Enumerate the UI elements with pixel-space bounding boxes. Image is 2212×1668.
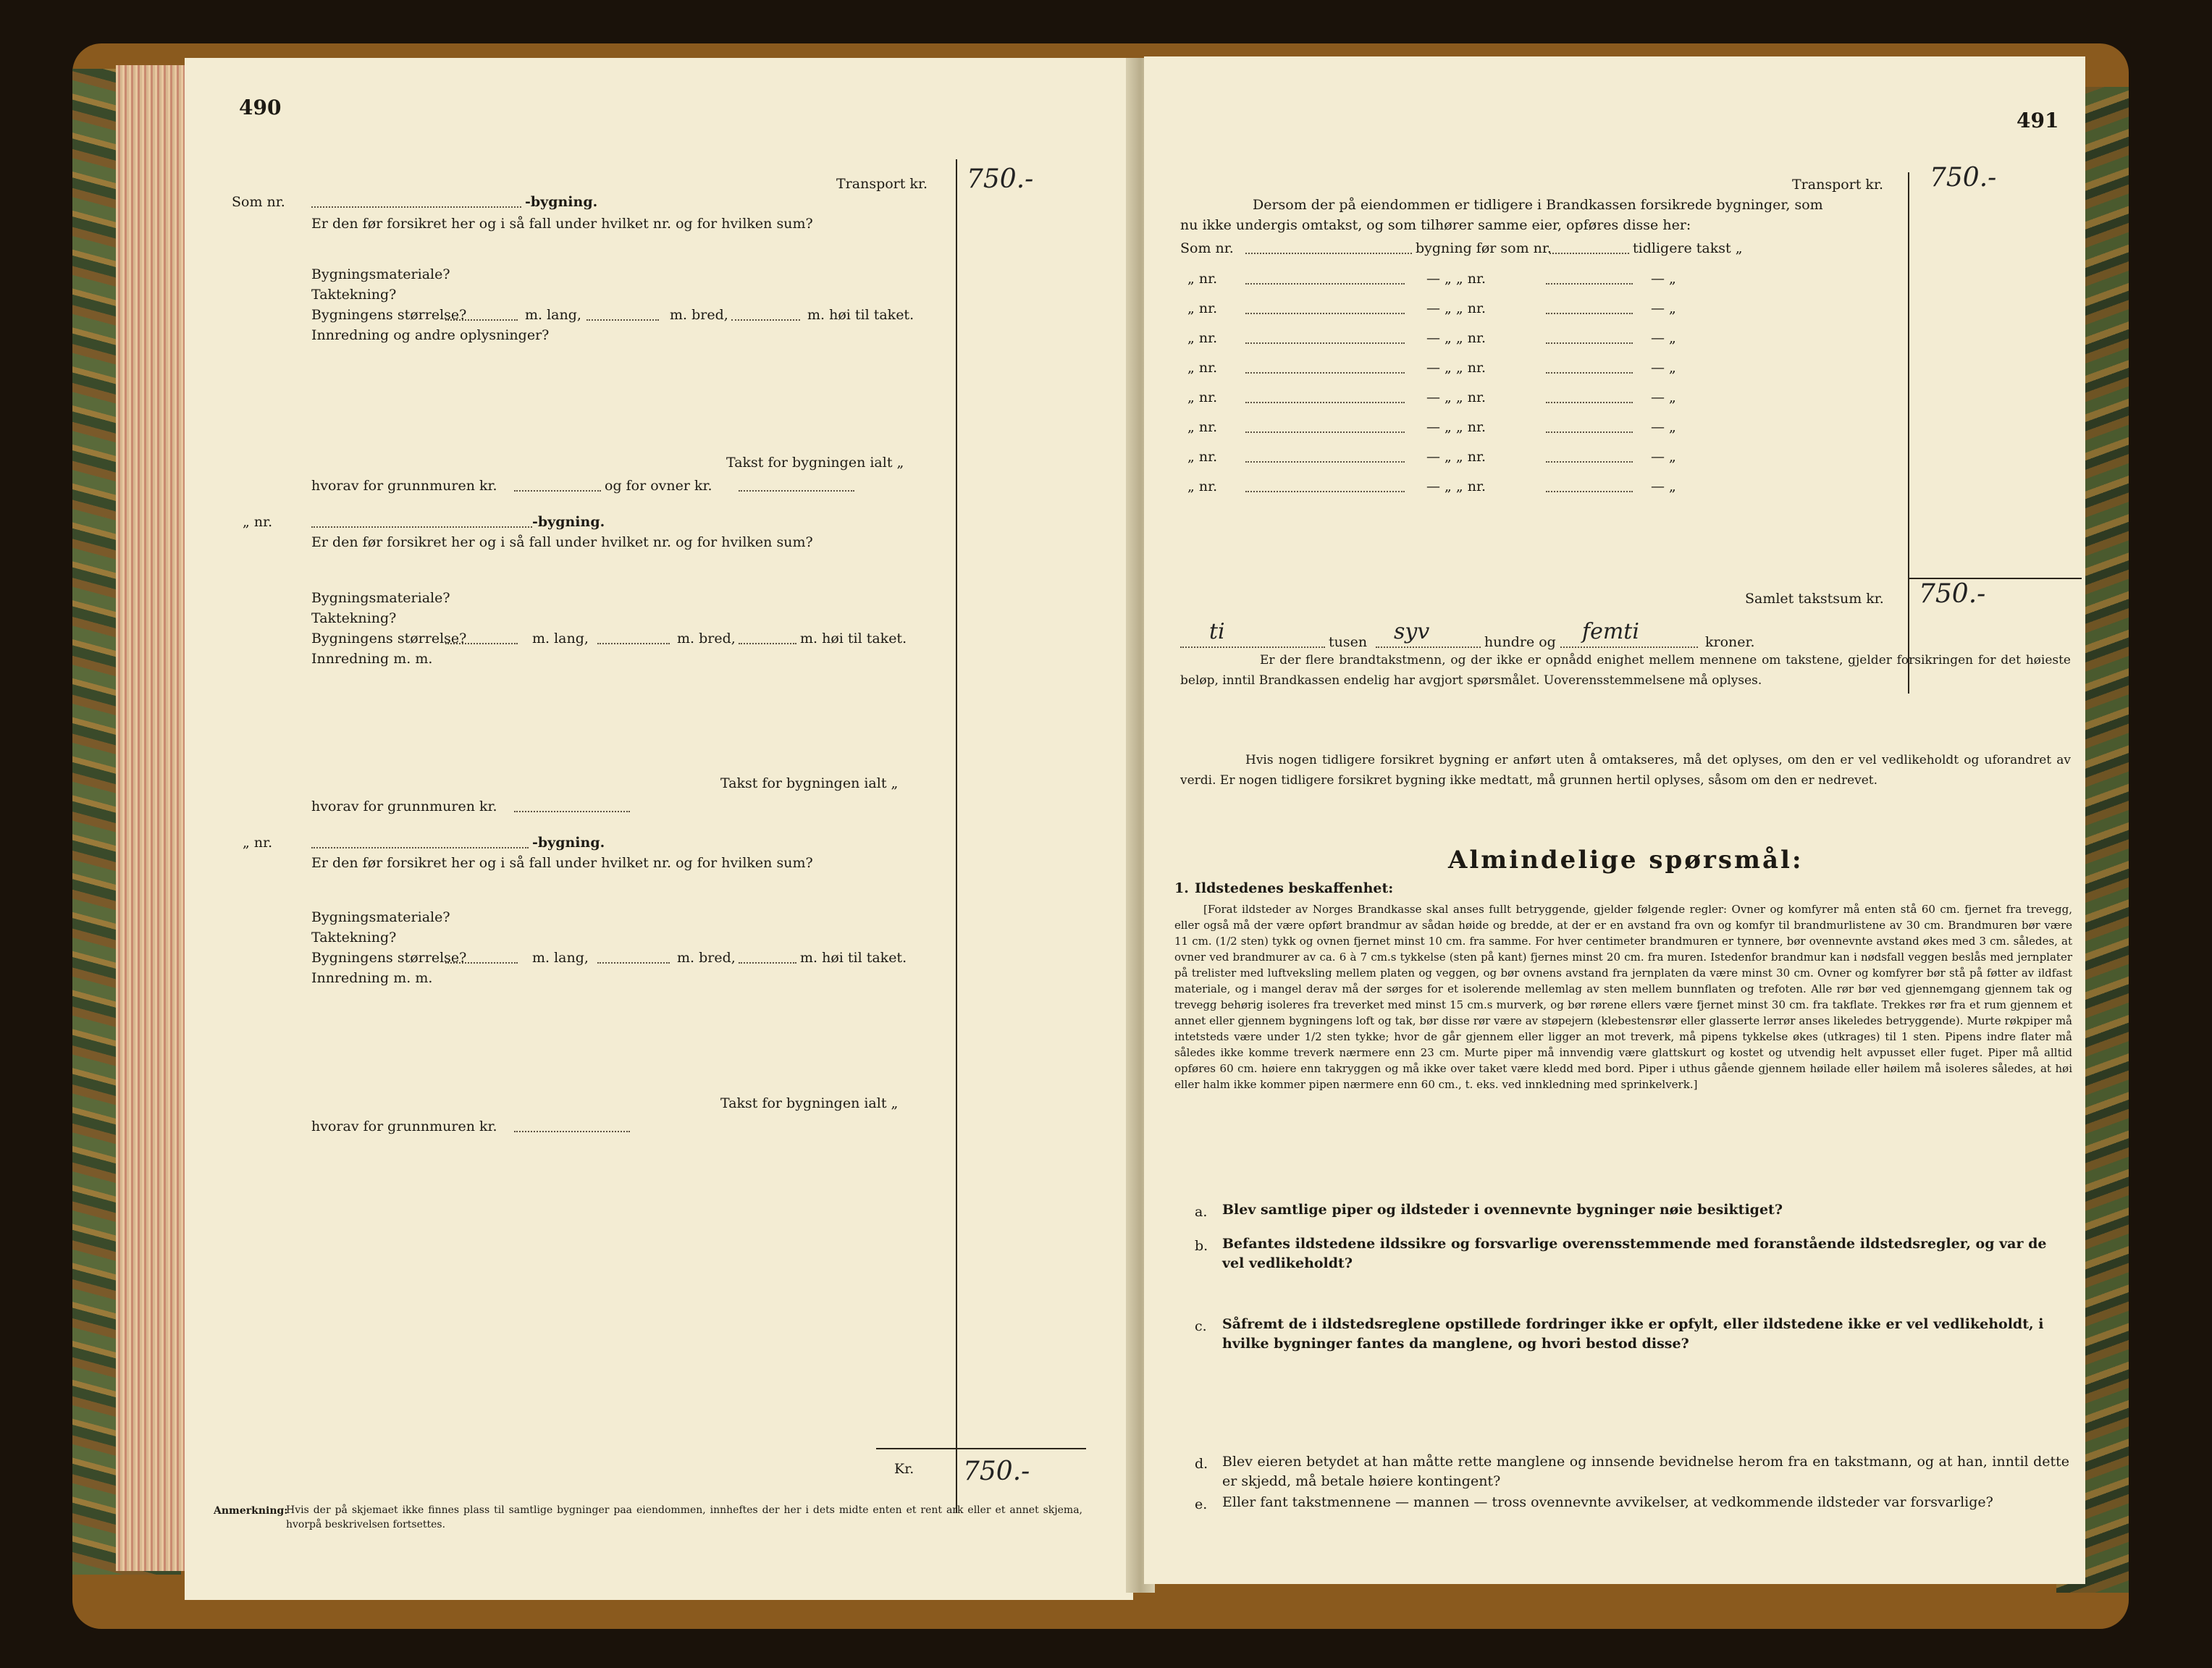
handwritten-hundre: syv [1394,619,1430,644]
blank-line [311,206,521,208]
bygning-for-label: bygning før som nr. [1416,240,1552,256]
blank-line [597,643,670,644]
m-lang-label: m. lang, [532,950,589,966]
section-title: Ildstedenes beskaffenhet: [1195,880,1394,896]
taktekning-label: Taktekning? [311,287,397,303]
right-page [1144,56,2085,1584]
intro-line-1: Dersom der på eiendommen er tidligere i Brandkassen forsikrede bygninger, som [1253,197,1823,213]
row-mid: — „ „ nr. [1426,449,1486,465]
som-nr-label: Som nr. [232,194,285,210]
blank-line [1245,402,1405,403]
question-d: Blev eieren betydet at han måtte rette manglene og innsende bevidnelse herom fra en takstmann, og at han, inntil dette er skjedd, må betale høiere kontingent? [1222,1454,2069,1489]
handwritten-kroner: femti [1582,619,1639,644]
hvorav-label: hvorav for grunnmuren kr. [311,1119,497,1134]
section-heading: Almindelige spørsmål: [1448,846,1804,875]
innredning-label: Innredning m. m. [311,651,433,667]
blank-line [1180,646,1325,648]
blank-line [1546,283,1633,285]
blank-line [445,643,518,644]
row-nr: „ nr. [1187,300,1218,316]
transport-value: 750.- [1930,163,1997,193]
blank-line [445,962,518,964]
bygning-label: -bygning. [532,835,605,851]
blank-line [1376,646,1481,648]
bygning-label: -bygning. [532,514,605,530]
blank-line [311,847,529,848]
row-nr: „ nr. [1187,360,1218,376]
intro-line-2: nu ikke undergis omtakst, og som tilhører samme eier, opføres disse her: [1180,217,1691,233]
blank-line [514,490,601,492]
row-tail: — „ [1651,271,1676,287]
hvorav-label: hvorav for grunnmuren kr. [311,799,497,814]
blank-line [514,1131,630,1132]
row-nr: „ nr. [1187,419,1218,435]
blank-line [1245,491,1405,492]
question-letter: a. [1195,1204,1208,1220]
blank-line [1245,342,1405,344]
og-for-ovner-label: og for ovner kr. [605,478,712,494]
blank-line [597,962,670,964]
question-b: Befantes ildstedene ildssikre og forsvarlige overensstemmende med foranstående ildstedsregler, og var de vel vedlikeholdt? [1222,1236,2047,1271]
kr-label: Kr. [894,1461,914,1477]
m-bred-label: m. bred, [677,631,736,646]
taktekning-label: Taktekning? [311,610,397,626]
blank-line [311,526,532,528]
row-nr: „ nr. [1187,330,1218,346]
storrelse-label: Bygningens størrelse? [311,307,467,323]
blank-line [1546,342,1633,344]
row-tail: — „ [1651,449,1676,465]
m-hoi-label: m. høi til taket. [800,631,907,646]
m-lang-label: m. lang, [525,307,581,323]
blank-line [1546,431,1633,433]
row-nr: „ nr. [1187,389,1218,405]
question-letter: b. [1195,1238,1208,1254]
blank-line [1546,461,1633,463]
forsikret-question: Er den før forsikret her og i så fall under hvilket nr. og for hvilken sum? [311,534,813,550]
ditto-nr-label: „ nr. [243,835,273,851]
hundre-label: hundre og [1484,634,1556,650]
innredning-label: Innredning og andre oplysninger? [311,327,550,343]
forsikret-question: Er den før forsikret her og i så fall under hvilket nr. og for hvilken sum? [311,855,813,871]
row-tail: — „ [1651,419,1676,435]
m-bred-label: m. bred, [677,950,736,966]
total-value: 750.- [963,1457,1030,1486]
amount-column-line [1908,172,1909,694]
blank-line [586,319,659,321]
blank-line [514,811,630,812]
row-tail: — „ [1651,389,1676,405]
row-nr: „ nr. [1187,449,1218,465]
row-tail: — „ [1651,330,1676,346]
row-mid: — „ „ nr. [1426,330,1486,346]
samlet-value: 750.- [1919,579,1986,609]
blank-line [1560,646,1698,648]
storrelse-label: Bygningens størrelse? [311,950,467,966]
blank-line [1245,253,1412,254]
question-letter: c. [1195,1318,1207,1334]
blank-line [1245,431,1405,433]
question-e: Eller fant takstmennene — mannen — tross ovennevnte avvikelser, at vedkommende ildsteder var forsvarlige? [1222,1494,1993,1510]
question-c: Såfremt de i ildstedsreglene opstillede fordringer ikke er opfylt, eller ildstedene ikke er vel vedlikeholdt, i hvilke bygninger fantes da manglene, og hvori bestod disse? [1222,1316,2044,1352]
innredning-label: Innredning m. m. [311,970,433,986]
m-lang-label: m. lang, [532,631,589,646]
amount-column-line [956,159,957,1513]
row-mid: — „ „ nr. [1426,360,1486,376]
total-line [876,1448,1086,1449]
question-letter: e. [1195,1496,1208,1512]
kroner-label: kroner. [1705,634,1755,650]
takst-ialt-label: Takst for bygningen ialt „ [720,775,899,791]
blank-line [1245,313,1405,314]
taktekning-label: Taktekning? [311,930,397,945]
anmerkning-text: Hvis der på skjemaet ikke finnes plass til samtlige bygninger paa eiendommen, innheftes der her i dets midte enten et rent ark eller et annet skjema, hvorpå beskrivelsen fortsettes. [286,1504,1082,1530]
ditto-nr-label: „ nr. [243,514,273,530]
page-number: 491 [2017,109,2059,132]
takst-ialt-label: Takst for bygningen ialt „ [726,455,904,471]
blank-line [731,319,800,321]
left-page [185,58,1133,1600]
blank-line [1546,313,1633,314]
row-mid: — „ „ nr. [1426,419,1486,435]
page-number: 490 [239,96,282,119]
hvis-nogen-text: Hvis nogen tidligere forsikret bygning er anført uten å omtakseres, må det oplyses, om den er vel vedlikeholdt og uforandret av verdi. Er nogen tidligere forsikret bygning ikke medtatt, må grunnen hertil oplyses, såsom om den er nedrevet. [1180,753,2071,788]
question-a: Blev samtlige piper og ildsteder i ovennevnte bygninger nøie besiktiget? [1222,1202,1783,1218]
page-edges [116,65,192,1571]
blank-line [739,490,854,492]
blank-line [1546,402,1633,403]
row-mid: — „ „ nr. [1426,389,1486,405]
row-mid: — „ „ nr. [1426,479,1486,494]
bygning-label: -bygning. [525,194,598,210]
blank-line [1245,283,1405,285]
blank-line [1245,461,1405,463]
handwritten-tusen: ti [1209,619,1225,644]
flere-takstmenn-text: Er der flere brandtakstmenn, og der ikke er opnådd enighet mellem mennene om takstene, gjelder forsikringen for det høieste beløp, inntil Brandkassen endelig har avgjort spørsmålet. Uoverensstemmelsene må oplyses. [1180,653,2071,688]
row-tail: — „ [1651,300,1676,316]
row-nr: „ nr. [1187,271,1218,287]
som-nr-label: Som nr. [1180,240,1234,256]
section-number: 1. [1174,880,1189,896]
tidligere-takst-label: tidligere takst „ [1633,240,1743,256]
storrelse-label: Bygningens størrelse? [311,631,467,646]
blank-line [1546,372,1633,374]
tusen-label: tusen [1329,634,1368,650]
m-hoi-label: m. høi til taket. [807,307,914,323]
question-letter: d. [1195,1456,1208,1472]
hvorav-label: hvorav for grunnmuren kr. [311,478,497,494]
blank-line [1546,491,1633,492]
transport-value: 750.- [967,164,1034,194]
row-tail: — „ [1651,479,1676,494]
row-mid: — „ „ nr. [1426,300,1486,316]
bygningsmateriale-label: Bygningsmateriale? [311,590,450,606]
forsikret-question: Er den før forsikret her og i så fall under hvilket nr. og for hvilken sum? [311,216,813,232]
ildsted-rules: [Forat ildsteder av Norges Brandkasse skal anses fullt betryggende, gjelder følgende regler: Ovner og komfyrer må enten stå 60 cm. fjernet fra trevegg, eller også må der være opført brandmur av sådan høide og bredde, at der er en avstand fra ovn og komfyr til brandmurlistene av 30 cm. Brandmuren bør være 11 cm. (1/2 sten) tykk og ovnen fjernet minst 10 cm. fra samme. For hver centimeter brandmuren er tynnere, bør ovennevnte avstand økes med 3 cm. således, at ovner ved brandmurer av ca. 6 à 7 cm.s tykkelse (sten på kant) fjernes minst 20 cm. fra muren. Istedenfor brandmur kan i nødsfall veggen beslås med jernplater på trelister med luftveksling mellem platen og veggen, og bør ovnens avstand fra jernplaten da være minst 30 cm. Ovner og komfyrer bør stå på føtter av ildfast materiale, og i mangel derav må der sørges for et isolerende mellemlag av sten mellem bunnflaten og trefoten. Alle rør bør ved gjennemgang gjennem tak og trevegg behørig isoleres fra treverket med minst 15 cm.s murverk, og bør rørene ellers være fjernet minst 30 cm. fra takflate. Trekkes rør fra et rum gjennem et annet eller gjennem bygningens loft og tak, bør disse rør være av støpejern (klebestensrør eller glasserte lerrør anses likeledes betryggende). Murte røkpiper må intetsteds være under 1/2 sten tykke; hvor de går gjennem eller ligger an mot treverk, må pipens tykkelse økes (utkrages) til 1 sten. Pipens indre flater må således ikke komme treverk nærmere enn 23 cm. Murte piper må innvendig være glattskurt og kostet og utvendig helt avpusset eller fuget. Piper må alltid opføres 60 cm. høiere enn takryggen og må ikke over taket være kledd med bord. Piper i uthus gående gjennem høilade eller høilem må isoleres således, at høi eller halm ikke kommer pipen nærmere enn 60 cm., t. eks. ved innkledning med sprinkelverk.] [1174,903,2072,1091]
takst-ialt-label: Takst for bygningen ialt „ [720,1095,899,1111]
row-tail: — „ [1651,360,1676,376]
samlet-label: Samlet takstsum kr. [1745,591,1884,607]
m-hoi-label: m. høi til taket. [800,950,907,966]
row-mid: — „ „ nr. [1426,271,1486,287]
blank-line [739,643,796,644]
transport-label: Transport kr. [1792,177,1883,193]
anmerkning-label: Anmerkning: [214,1505,288,1517]
blank-line [445,319,518,321]
blank-line [1245,372,1405,374]
bygningsmateriale-label: Bygningsmateriale? [311,266,450,282]
m-bred-label: m. bred, [670,307,728,323]
blank-line [1549,253,1629,254]
row-nr: „ nr. [1187,479,1218,494]
transport-label: Transport kr. [836,176,928,192]
bygningsmateriale-label: Bygningsmateriale? [311,909,450,925]
blank-line [739,962,796,964]
